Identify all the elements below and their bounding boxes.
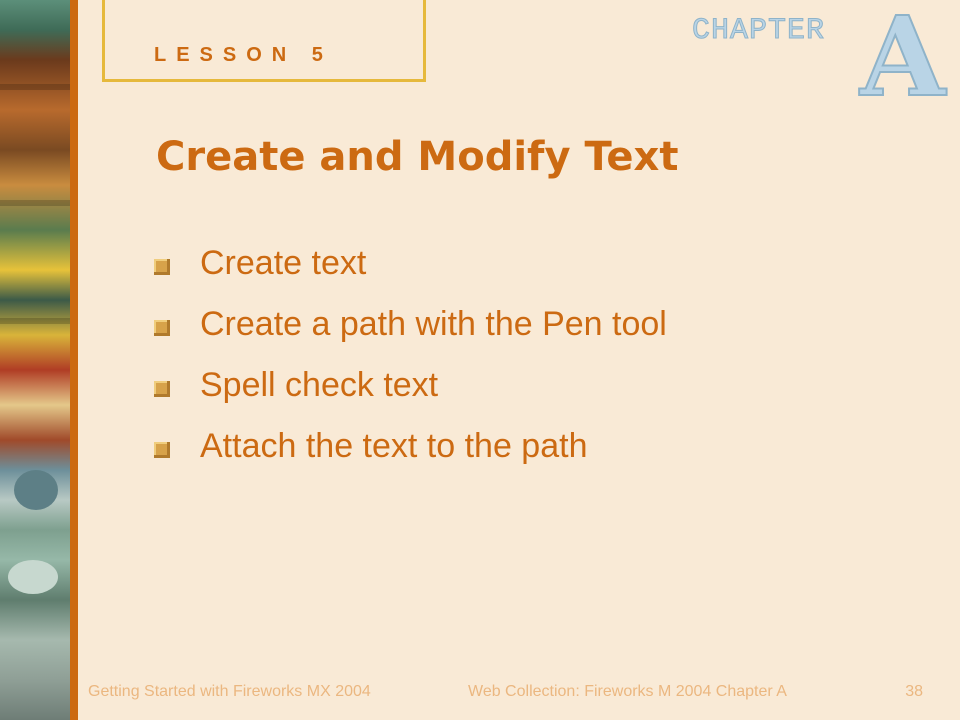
bullet-text: Attach the text to the path: [200, 427, 588, 465]
page-number: 38: [905, 683, 923, 700]
image-detail: [0, 84, 70, 90]
bullet-item: [154, 233, 667, 294]
square-bullet-icon: [154, 320, 170, 336]
accent-bar: [70, 0, 78, 720]
chapter-letter: A: [860, 0, 946, 121]
slide-title: Create and Modify Text: [156, 134, 679, 180]
decorative-side-image: [0, 0, 70, 720]
bullet-text: Create text: [200, 244, 367, 282]
square-bullet-icon: [154, 259, 170, 275]
square-bullet-icon: [154, 381, 170, 397]
footer-collection: Web Collection: Fireworks M 2004 Chapter A: [468, 683, 787, 700]
image-detail: [14, 470, 58, 510]
lesson-label: LESSON 5: [154, 44, 333, 66]
bullet-item: [154, 294, 667, 355]
bullet-text: Create a path with the Pen tool: [200, 305, 667, 343]
image-detail: [8, 560, 58, 594]
image-detail: [0, 318, 70, 324]
image-detail: [0, 200, 70, 206]
chapter-word: CHAPTER: [692, 14, 826, 48]
lesson-frame: [102, 0, 426, 82]
bullet-text: Spell check text: [200, 366, 439, 404]
square-bullet-icon: [154, 442, 170, 458]
footer-book-title: Getting Started with Fireworks MX 2004: [88, 683, 371, 700]
bullet-list: [154, 233, 667, 477]
bullet-item: [154, 416, 667, 477]
bullet-item: [154, 355, 667, 416]
